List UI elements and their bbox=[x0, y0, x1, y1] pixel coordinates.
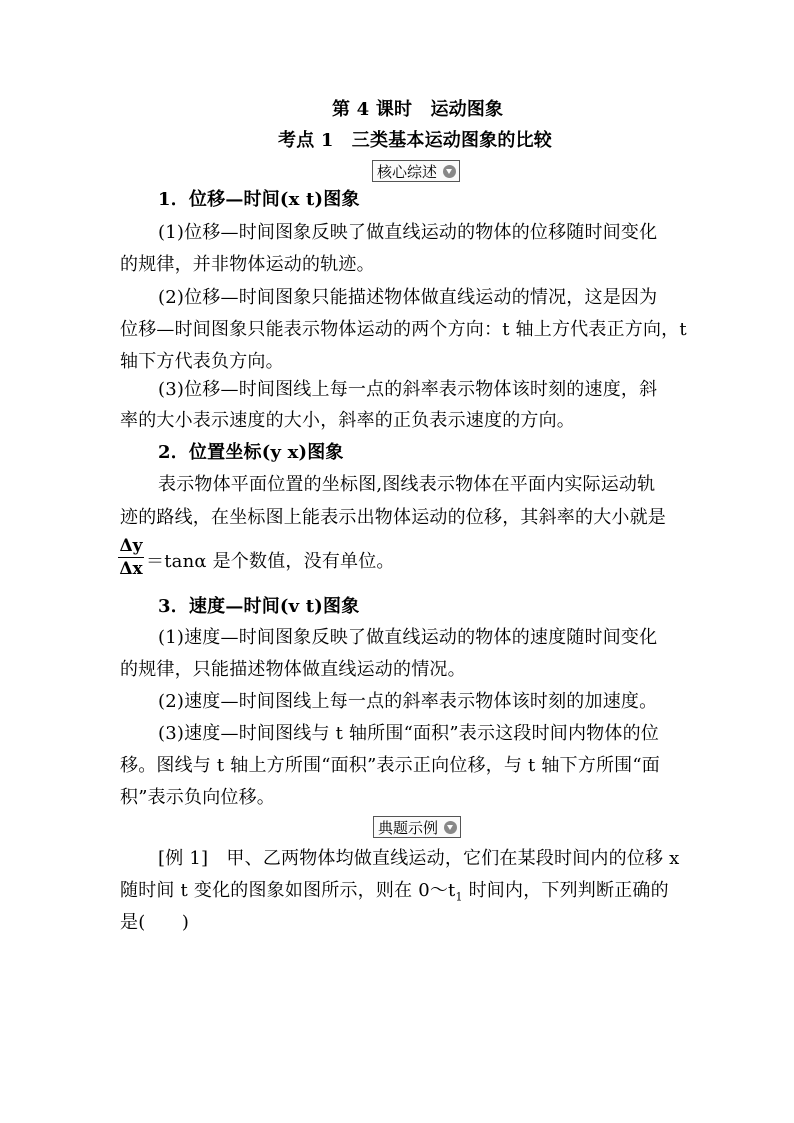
example-line2 bbox=[120, 878, 669, 911]
section2-p1-line3: ＝tanα 是个数值，没有单位。 bbox=[146, 551, 395, 572]
section3-p3-line2: 移。图线与 t 轴上方所围“面积”表示正向位移，与 t 轴下方所围“面 bbox=[120, 755, 660, 776]
example-line1: [例 1] 甲、乙两物体均做直线运动，它们在某段时间内的位移 x bbox=[158, 848, 680, 869]
subscript-1: 1 bbox=[455, 890, 463, 904]
section1-p2-line3: 轴下方代表负方向。 bbox=[120, 351, 284, 372]
examples-tag[interactable] bbox=[373, 816, 461, 838]
fraction-numerator: Δy bbox=[119, 536, 143, 556]
section1-p3-line2: 率的大小表示速度的大小，斜率的正负表示速度的方向。 bbox=[120, 410, 575, 431]
section3-p1-line1: (1)速度—时间图象反映了做直线运动的物体的速度随时间变化 bbox=[158, 627, 658, 648]
examples-tag-label: 典题示例 bbox=[378, 819, 439, 837]
fraction-bar bbox=[118, 557, 144, 558]
lesson-title: 第 4 课时 运动图象 bbox=[332, 99, 504, 120]
section1-p2-line2: 位移—时间图象只能表示物体运动的两个方向：t 轴上方代表正方向，t bbox=[120, 319, 687, 340]
summary-tag[interactable] bbox=[372, 160, 460, 182]
section3-p1-line2: 的规律，只能描述物体做直线运动的情况。 bbox=[120, 659, 466, 680]
section1-p1-line2: 的规律，并非物体运动的轨迹。 bbox=[120, 254, 375, 275]
section2-heading: 2．位置坐标(y x)图象 bbox=[158, 442, 344, 463]
section1-p3-line1: (3)位移—时间图线上每一点的斜率表示物体该时刻的速度，斜 bbox=[158, 379, 658, 400]
section3-p2-line1: (2)速度—时间图线上每一点的斜率表示物体该时刻的加速度。 bbox=[158, 691, 658, 712]
example-line3: 是( ) bbox=[120, 912, 190, 933]
section3-p3-line3: 积”表示负向位移。 bbox=[120, 787, 276, 808]
section2-p1-line1: 表示物体平面位置的坐标图,图线表示物体在平面内实际运动轨 bbox=[158, 474, 656, 495]
topic-title: 考点 1 三类基本运动图象的比较 bbox=[278, 130, 552, 151]
example-line2-start: 随时间 t 变化的图象如图所示，则在 0～t bbox=[120, 880, 456, 901]
fraction-denominator: Δx bbox=[119, 559, 143, 579]
example-line2-end: 时间内，下列判断正确的 bbox=[462, 880, 669, 901]
chevron-down-icon bbox=[443, 165, 456, 178]
section1-p1-line1: (1)位移—时间图象反映了做直线运动的物体的位移随时间变化 bbox=[158, 222, 658, 243]
summary-tag-label: 核心综述 bbox=[377, 163, 438, 181]
section2-p1-line2: 迹的路线，在坐标图上能表示出物体运动的位移，其斜率的大小就是 bbox=[120, 507, 666, 528]
section3-p3-line1: (3)速度—时间图线与 t 轴所围“面积”表示这段时间内物体的位 bbox=[158, 723, 659, 744]
fraction-dy-dx bbox=[118, 536, 144, 579]
chevron-down-icon bbox=[444, 821, 457, 834]
section3-heading: 3．速度—时间(v t)图象 bbox=[158, 596, 360, 617]
section1-p2-line1: (2)位移—时间图象只能描述物体做直线运动的情况，这是因为 bbox=[158, 287, 658, 308]
section1-heading: 1．位移—时间(x t)图象 bbox=[158, 189, 360, 210]
